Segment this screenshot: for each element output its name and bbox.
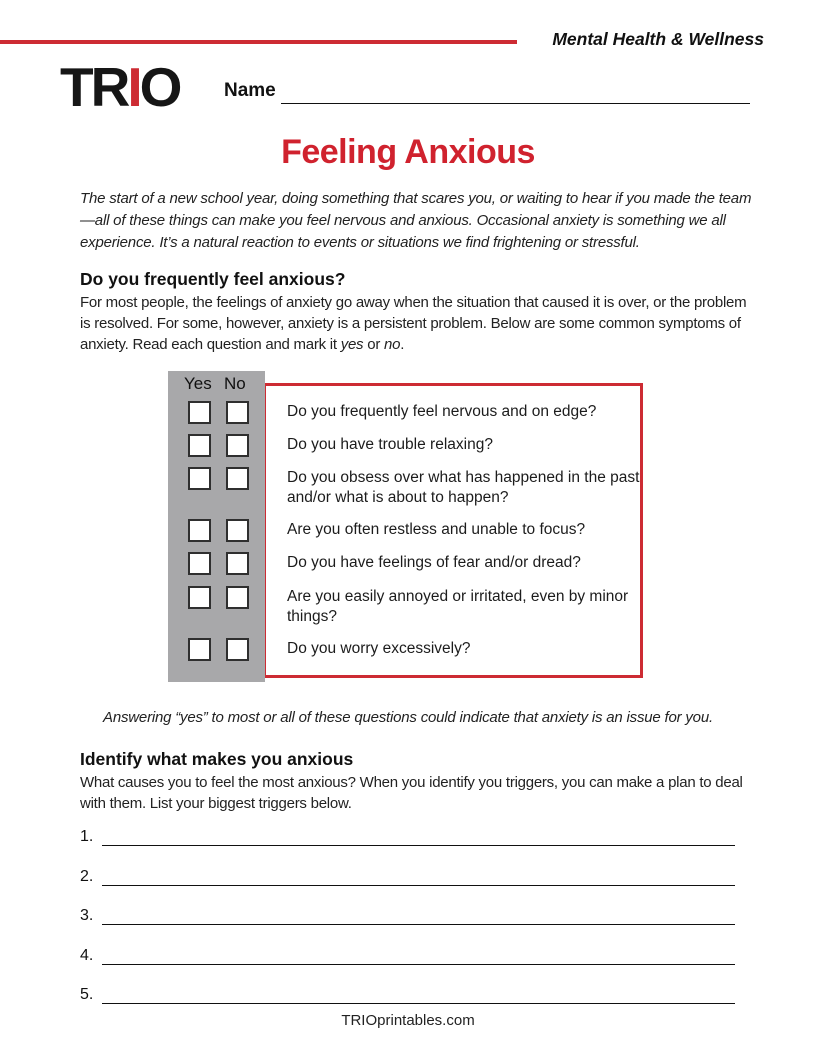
trigger-input-line[interactable] (102, 827, 735, 846)
question-text: Do you worry excessively? (287, 640, 471, 657)
header-divider-line (0, 40, 517, 44)
trio-logo (60, 56, 180, 118)
yes-checkbox[interactable] (188, 586, 211, 609)
or-word: or (363, 336, 384, 353)
intro-paragraph: The start of a new school year, doing something that scares you, or waiting to hear if you made the team—all of these things can make you feel nervous and anxious. Occasional anxiety is something we all experience. It’s a natural reaction to events or situations we find frightening or stressful. (80, 190, 752, 251)
checkbox-gray-panel (168, 371, 265, 682)
end-punct: . (400, 336, 405, 353)
section1-heading: Do you frequently feel anxious? (80, 269, 346, 289)
no-checkbox[interactable] (226, 519, 249, 542)
trigger-row (80, 866, 735, 886)
question-text: Do you have trouble relaxing? (287, 436, 493, 453)
trigger-number: 3. (80, 907, 94, 924)
trigger-row (80, 984, 735, 1004)
no-checkbox[interactable] (226, 586, 249, 609)
yes-checkbox[interactable] (188, 434, 211, 457)
yes-checkbox[interactable] (188, 467, 211, 490)
section2-body: What causes you to feel the most anxious? When you identify you triggers, you can make a plan to deal with them. List your biggest triggers below. (80, 774, 743, 812)
question-text: Do you obsess over what has happened in the past and/or what is about to happen? (287, 469, 640, 506)
section1-body (80, 292, 756, 355)
logo-letter-i: I (127, 56, 140, 118)
category-label: Mental Health & Wellness (552, 29, 764, 49)
yes-word: yes (340, 336, 364, 353)
trigger-number: 5. (80, 986, 94, 1003)
trigger-row (80, 945, 735, 965)
name-input-line[interactable] (281, 85, 750, 104)
trigger-number: 4. (80, 947, 94, 964)
section1-body-text: For most people, the feelings of anxiety go away when the situation that caused it is over, or the problem is resolved. For some, however, anxiety is a persistent problem. Below are some common symptoms of anxiety. Read each question and mark it (80, 294, 747, 353)
no-checkbox[interactable] (226, 434, 249, 457)
no-checkbox[interactable] (226, 467, 249, 490)
trigger-input-line[interactable] (102, 906, 735, 925)
no-checkbox[interactable] (226, 638, 249, 661)
logo-letters-tr: TR (60, 56, 128, 118)
no-checkbox[interactable] (226, 552, 249, 575)
trigger-input-line[interactable] (102, 867, 735, 886)
no-column-header: No (224, 374, 246, 393)
trigger-number: 2. (80, 868, 94, 885)
trigger-row (80, 905, 735, 925)
question-text: Are you often restless and unable to focus? (287, 521, 586, 538)
name-label: Name (224, 80, 276, 101)
yes-checkbox[interactable] (188, 519, 211, 542)
question-text: Do you have feelings of fear and/or dread? (287, 554, 581, 571)
section2-heading: Identify what makes you anxious (80, 749, 354, 769)
yes-column-header: Yes (184, 374, 212, 393)
logo-letter-o: O (139, 56, 180, 118)
trigger-number: 1. (80, 828, 94, 845)
trigger-input-line[interactable] (102, 946, 735, 965)
no-word: no (384, 336, 401, 353)
yes-checkbox[interactable] (188, 552, 211, 575)
yes-checkbox[interactable] (188, 638, 211, 661)
answer-note: Answering “yes” to most or all of these questions could indicate that anxiety is an issue for you. (103, 709, 713, 726)
page-title: Feeling Anxious (281, 133, 535, 171)
trigger-input-line[interactable] (102, 985, 735, 1004)
question-text: Do you frequently feel nervous and on edge? (287, 403, 597, 420)
no-checkbox[interactable] (226, 401, 249, 424)
footer-site-url: TRIOprintables.com (341, 1012, 475, 1029)
trigger-row (80, 826, 735, 846)
question-text: Are you easily annoyed or irritated, even by minor things? (287, 588, 629, 625)
yes-checkbox[interactable] (188, 401, 211, 424)
